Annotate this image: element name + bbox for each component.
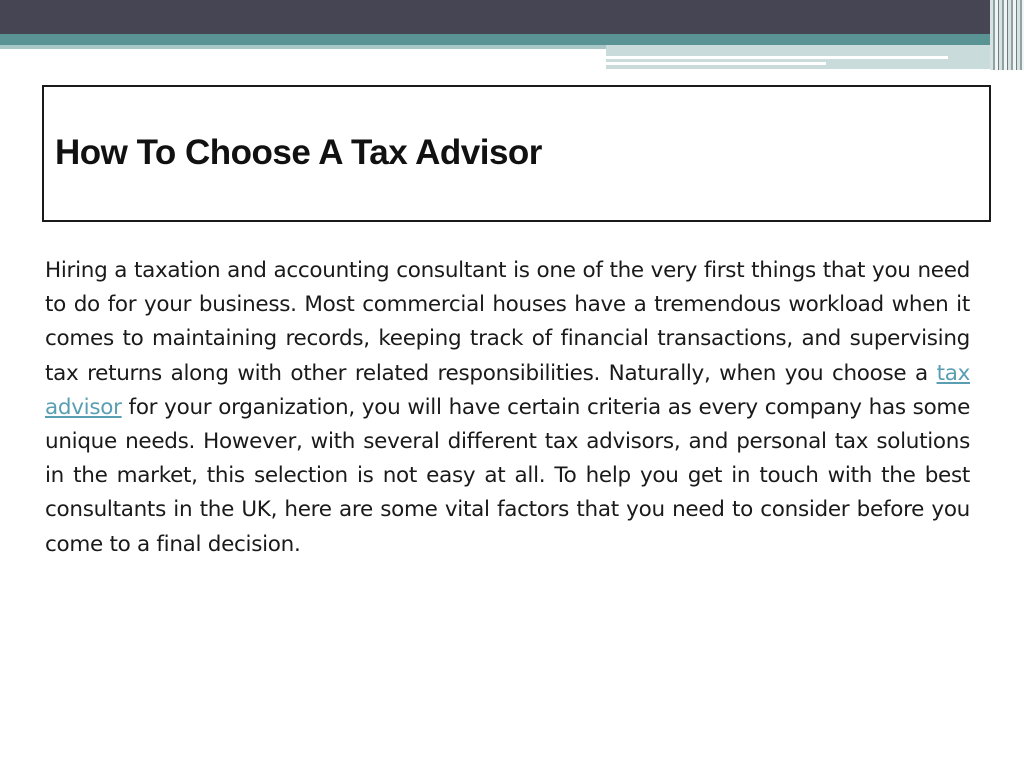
slide-title: How To Choose A Tax Advisor	[55, 133, 542, 172]
body-paragraph	[45, 254, 970, 562]
title-box	[42, 85, 991, 222]
header-accent-line	[606, 62, 826, 65]
header-stripes-decoration	[990, 0, 1024, 70]
body-text-end: for your organization, you will have certain criteria as every company has some unique needs. However, with several different tax advisors, and personal tax solutions in the market, this selection is not easy at all. To help you get in touch with the best consultants in the UK, here are some vital factors that you need to consider before you come to a final decision.	[45, 394, 970, 557]
header-band-dark	[0, 0, 1024, 34]
tax-advisor-link[interactable]: tax advisor	[45, 360, 970, 420]
header-accent-line	[606, 56, 948, 59]
header-band-teal	[0, 34, 1024, 45]
body-text-start: Hiring a taxation and accounting consultant is one of the very first things that you need to do for your business. Most commercial houses have a tremendous workload when it comes to maintaining records, keeping track of financial transactions, and supervising tax returns along with other related responsibilities. Naturally, when you choose a	[45, 258, 970, 386]
